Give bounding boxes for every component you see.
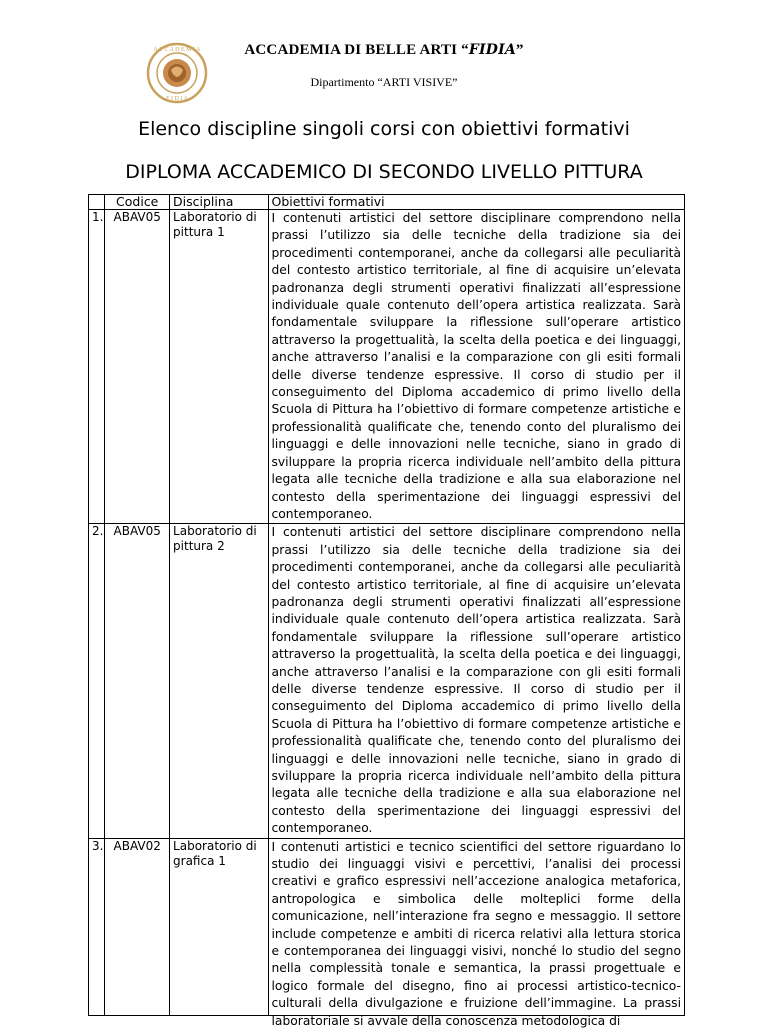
document-header	[0, 0, 768, 110]
row-discipline: Laboratorio di pittura 2	[170, 524, 268, 838]
row-code: ABAV05	[105, 524, 170, 838]
header-number-cell	[89, 195, 105, 210]
table-header-row	[89, 195, 685, 210]
row-code: ABAV02	[105, 838, 170, 1015]
header-discipline: Disciplina	[170, 195, 268, 210]
row-discipline: Laboratorio di grafica 1	[170, 838, 268, 1015]
row-objectives-cell	[268, 838, 685, 1028]
table-row	[89, 838, 685, 1015]
row-code: ABAV05	[105, 210, 170, 524]
header-objectives: Obiettivi formativi	[268, 195, 685, 210]
document-title: Elenco discipline singoli corsi con obiettivi formativi	[138, 118, 630, 140]
disciplines-table	[88, 194, 685, 1028]
row-number: 3.	[89, 838, 105, 1015]
department-name: Dipartimento “ARTI VISIVE”	[310, 75, 458, 89]
table-row	[89, 210, 685, 524]
row-number: 2.	[89, 524, 105, 838]
row-objectives: I contenuti artistici e tecnico scientifici del settore riguardano lo studio dei linguaggi visivi e percettivi, l’analisi dei processi creativi e grafico espressivi nell’accezione analogica metaforica, antropologica e simbolica delle molteplici forme della comunicazione, nell’interazione fra segno e messaggio. Il settore include competenze e ambiti di ricerca relativi alla lettura storica e contemporanea dei linguaggi visivi, nonché lo studio del segno nella complessità tonale e semantica, la prassi progettuale e logico formale del disegno, fino ai processi artistico-tecnico-culturali della divulgazione e fruizione dell’immagine. La prassi laboratoriale si avvale della conoscenza metodologica di	[271, 839, 681, 1028]
institution-name: ACCADEMIA DI BELLE ARTI “FIDIA”	[244, 42, 524, 58]
row-objectives: I contenuti artistici del settore disciplinare comprendono nella prassi l’utilizzo sia delle tecniche della tradizione sia dei procedimenti contemporanei, anche da collegarsi alle peculiarità del contesto artistico territoriale, al fine di acquisire un’elevata padronanza degli strumenti operativi finalizzati all’espressione individuale quale contenuto dell’opera artistica realizzata. Sarà fondamentale sviluppare la riflessione sull’operare artistico attraverso la progettualità, la scelta della poetica e dei linguaggi, anche attraverso l’analisi e la comparazione con gli esiti formali delle diverse tendenze espressive. Il corso di studio per il conseguimento del Diploma accademico di primo livello della Scuola di Pittura ha l’obiettivo di formare competenze artistiche e professionalità qualificate che, tenendo conto del pluralismo dei linguaggi e delle innovazioni nelle tecniche, siano in grado di sviluppare la propria ricerca individuale nell’ambito della pittura legata alle tecniche della tradizione e alla sua elaborazione nel contesto della sperimentazione dei linguaggi espressivi del contemporaneo.	[268, 210, 685, 524]
svg-text:F I D I A: F I D I A	[166, 96, 188, 102]
header-code: Codice	[105, 195, 170, 210]
document-subtitle: DIPLOMA ACCADEMICO DI SECONDO LIVELLO PITTURA	[125, 161, 643, 183]
row-objectives: I contenuti artistici del settore disciplinare comprendono nella prassi l’utilizzo sia delle tecniche della tradizione sia dei procedimenti contemporanei, anche da collegarsi alle peculiarità del contesto artistico territoriale, al fine di acquisire un’elevata padronanza degli strumenti operativi finalizzati all’espressione individuale quale contenuto dell’opera artistica realizzata. Sarà fondamentale sviluppare la riflessione sull’operare artistico attraverso la progettualità, la scelta della poetica e dei linguaggi, anche attraverso l’analisi e la comparazione con gli esiti formali delle diverse tendenze espressive. Il corso di studio per il conseguimento del Diploma accademico di primo livello della Scuola di Pittura ha l’obiettivo di formare competenze artistiche e professionalità qualificate che, tenendo conto del pluralismo dei linguaggi e delle innovazioni nelle tecniche, siano in grado di sviluppare la propria ricerca individuale nell’ambito della pittura legata alle tecniche della tradizione e alla sua elaborazione nel contesto della sperimentazione dei linguaggi espressivi del contemporaneo.	[268, 524, 685, 838]
svg-text:A C C A D E M I A: A C C A D E M I A	[153, 47, 201, 53]
row-discipline: Laboratorio di pittura 1	[170, 210, 268, 524]
table-row	[89, 524, 685, 838]
institution-brand: FIDIA	[468, 42, 516, 58]
row-number: 1.	[89, 210, 105, 524]
